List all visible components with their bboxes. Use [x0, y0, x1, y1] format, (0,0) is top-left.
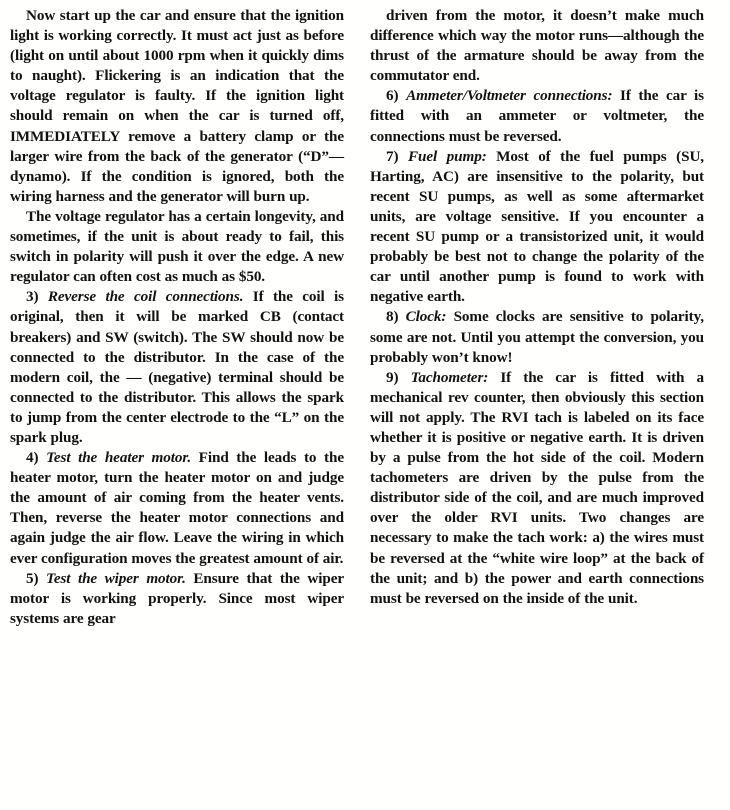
- body-text: 9): [386, 368, 411, 386]
- body-text: Find the leads to the heater motor, turn the heater motor on and judge the amount of air coming from the heater vents. Then, reverse the heater motor connections and again judge the air flow. Leave the wiring in which ever configuration moves the greatest amount of air.: [10, 449, 344, 567]
- step-title: Test the wiper motor.: [46, 569, 186, 587]
- body-text: 7): [386, 147, 408, 165]
- step-title: Clock:: [405, 308, 447, 326]
- body-text: 8): [386, 308, 406, 326]
- step-title: Fuel pump:: [407, 147, 487, 165]
- step-title: Tachometer:: [410, 368, 489, 386]
- two-column-layout: [10, 6, 720, 806]
- step-title: Reverse the coil connections.: [47, 288, 244, 306]
- body-text: If the car is fitted with an ammeter or voltmeter, the connections must be reversed.: [370, 87, 704, 145]
- step-title: Ammeter/Voltmeter connections:: [406, 87, 613, 105]
- body-text: 5): [26, 569, 47, 587]
- paragraph: [370, 147, 704, 308]
- paragraph: [10, 207, 344, 287]
- paragraph: [10, 569, 344, 629]
- body-text: If the coil is original, then it will be marked CB (contact breakers) and SW (switch). The SW should now be connected to the distributor. In the case of the modern coil, the — (negative) terminal should be connected to the distributor. This allows the spark to jump from the center electrode to the “L” on the spark plug.: [10, 288, 344, 446]
- paragraph: [370, 307, 704, 367]
- left-column: [10, 6, 344, 806]
- body-text: Ensure that the wiper motor is working properly. Since most wiper systems are gear: [10, 569, 344, 627]
- body-text: 3): [26, 288, 48, 306]
- paragraph: [370, 368, 704, 609]
- body-text: Most of the fuel pumps (SU, Harting, AC) are insensitive to the polarity, but recent SU pumps, as well as some aftermarket units, are voltage sensitive. If you encounter a recent SU pump or a transistorized unit, it would probably be best not to change the polarity of the car until another pump is found to work with negative earth.: [370, 147, 705, 306]
- paragraph: [370, 6, 704, 86]
- body-text: Some clocks are sensitive to polarity, some are not. Until you attempt the conversion, you probably won’t know!: [370, 308, 704, 366]
- body-text: If the car is fitted with a mechanical rev counter, then obviously this section will not apply. The RVI tach is labeled on its face whether it is positive or negative earth. It is driven by a pulse from the hot side of the coil. Modern tachometers are driven by the pulse from the distributor side of the coil, and are much improved over the older RVI units. Two changes are necessary to make the tach work: a) the wires must be reversed at the “white wire loop” at the back of the unit; and b) the power and earth connections must be reversed on the inside of the unit.: [370, 368, 704, 607]
- right-column: [370, 6, 704, 806]
- body-text: Now start up the car and ensure that the ignition light is working correctly. It must act just as before (light on until about 1000 rpm when it quickly dims to naught). Flickering is an indication that the voltage regulator is faulty. If the ignition light should remain on when the car is turned off, IMMEDIATELY remove a battery clamp or the larger wire from the back of the generator (“D”—dynamo). If the condition is ignored, both the wiring harness and the generator will burn up.: [10, 7, 344, 205]
- body-text: 6): [386, 87, 407, 105]
- body-text: The voltage regulator has a certain longevity, and sometimes, if the unit is about ready to fail, this switch in polarity will push it over the edge. A new regulator can often cost as much as $50.: [10, 207, 344, 286]
- paragraph: [10, 448, 344, 569]
- paragraph: [370, 86, 704, 146]
- body-text: driven from the motor, it doesn’t make much difference which way the motor runs—although the thrust of the armature should be away from the commutator end.: [370, 7, 704, 85]
- paragraph: [10, 6, 344, 207]
- body-text: 4): [26, 449, 47, 467]
- paragraph: [10, 287, 344, 448]
- step-title: Test the heater motor.: [46, 449, 192, 467]
